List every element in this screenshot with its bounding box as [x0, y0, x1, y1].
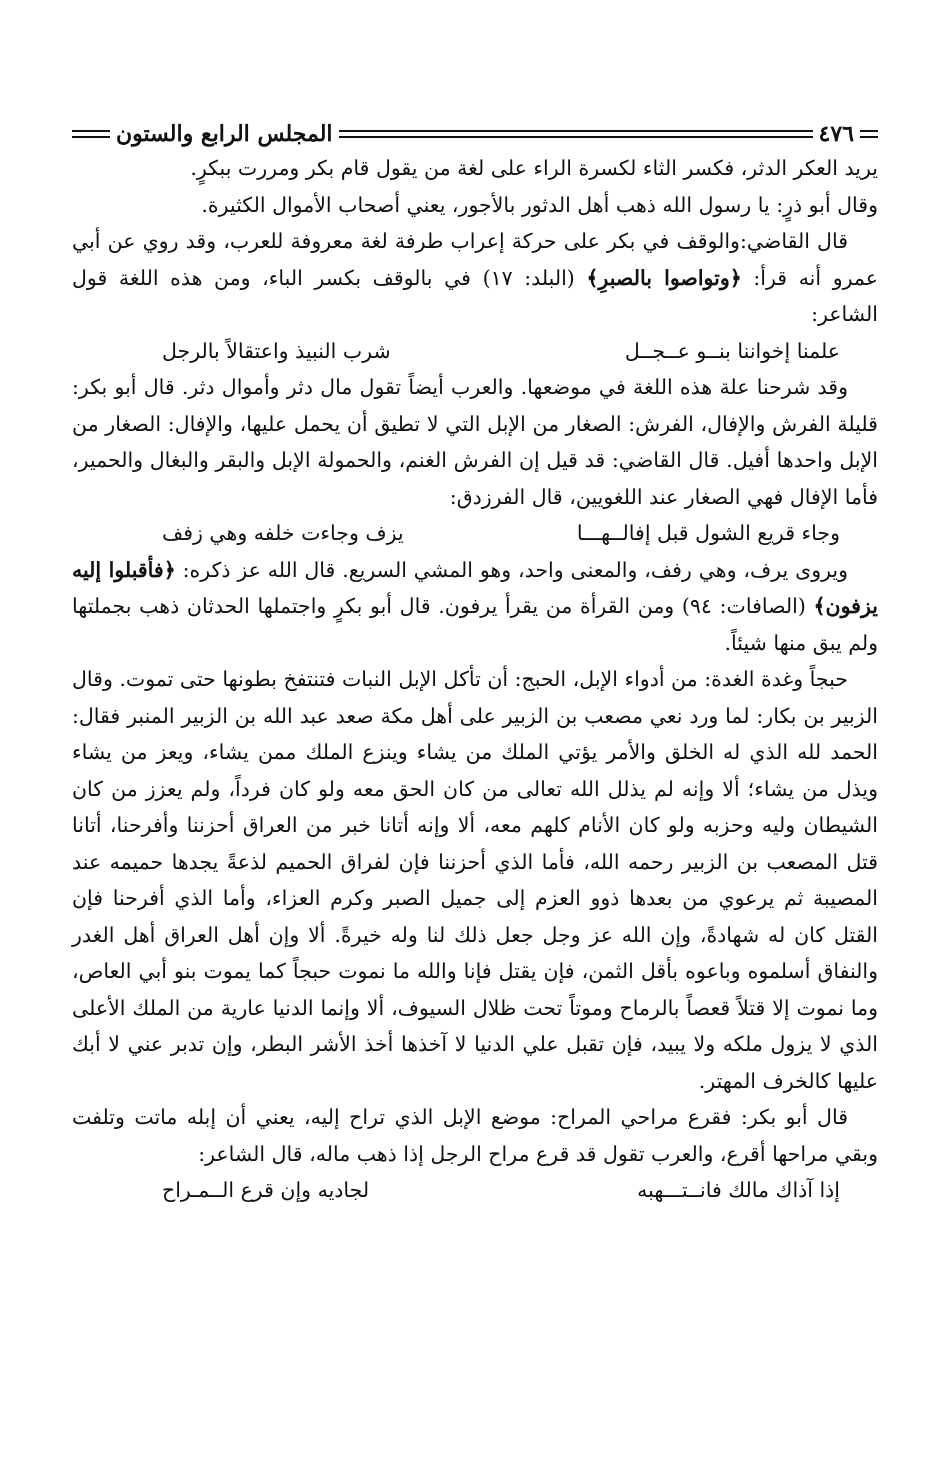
quran-verse: ﴿فأقبلوا إليه يزفون﴾ — [72, 557, 878, 618]
paragraph — [72, 552, 878, 662]
header-rule — [339, 130, 813, 138]
poem-verse — [72, 333, 878, 370]
quran-verse: ﴿وتواصوا بالصبرِ﴾ — [586, 265, 742, 290]
paragraph: وقال أبو ذرٍ: يا رسول الله ذهب أهل الدثور بالأجور، يعني أصحاب الأموال الكثيرة. — [201, 192, 878, 217]
poem-first-hemistich: وجاء قريع الشول قبل إفالــهـــا — [576, 521, 840, 545]
header-rule — [860, 130, 878, 138]
poem-second-hemistich: شرب النبيذ واعتقالاً بالرجل — [162, 338, 391, 363]
paragraph — [72, 223, 878, 333]
poem-second-hemistich: لجاديه وإن قرع الــمـراح — [162, 1178, 370, 1202]
paragraph-text: (البلد: ١٧) في بالوقف بكسر الباء، ومن هذه اللغة قول الشاعر: — [72, 265, 878, 326]
paragraph-text: (الصافات: ٩٤) ومن القرأة من يقرأ يرفون. قال أبو بكرٍ واجتملها الحدثان ذهب بجملتها ولم يبق منها شيئاً. — [72, 594, 878, 655]
poem-verse — [72, 515, 878, 552]
poem-verse — [72, 1172, 878, 1209]
paragraph: يريد العكر الدثر، فكسر الثاء لكسرة الراء على لغة من يقول قام بكر ومررت ببكرٍ. — [190, 156, 878, 180]
paragraph-text: ويروى يرف، وهي رفف، والمعنى واحد، وهو المشي السريع. قال الله عز ذكره: — [175, 557, 849, 582]
poem-first-hemistich: علمنا إخواننا بنــو عــجــل — [624, 338, 840, 363]
body-text — [72, 150, 878, 1209]
page-number: ٤٧٦ — [818, 121, 854, 147]
poem-first-hemistich: إذا آذاك مالك فانــتـــهبه — [637, 1178, 840, 1202]
chapter-title: المجلس الرابع والستون — [116, 121, 333, 147]
page — [72, 118, 878, 1209]
paragraph: قال أبو بكر: فقرع مراحي المراح: موضع الإبل الذي تراح إليه، يعني أن إبله ماتت وتلفت وبقي مراحها أقرع، والعرب تقول قد قرع مراح الرجل إذا ذهب ماله، قال الشاعر: — [72, 1105, 878, 1166]
header-rule — [72, 130, 110, 138]
paragraph-text: قال القاضي:والوقف في بكر على حركة إعراب طرفة لغة معروفة للعرب، وقد روي عن أبي عمرو أنه قرأ: — [72, 229, 878, 290]
poem-second-hemistich: يزف وجاءت خلفه وهي زفف — [162, 521, 404, 545]
running-header — [72, 118, 878, 150]
paragraph: حبجاً وغدة الغدة: من أدواء الإبل، الحبج: أن تأكل الإبل النبات فتنتفخ بطونها حتى تموت. وقال الزبير بن بكار: لما ورد نعي مصعب بن الزبير على أهل مكة صعد عبد الله بن الزبير المنبر فقال: الحمد لله الذي له الخلق والأمر يؤتي الملك من يشاء وينزع الملك ممن يشاء، ويعز من يشاء ويذل من يشاء؛ ألا وإنه لم يذلل الله تعالى من كان الحق معه ولو كان فرداً، ولم يعزز من كان الشيطان وليه وحزبه ولو كان الأنام كلهم معه، ألا وإنه أتانا خبر من العراق أحزننا وأفرحنا، أتانا قتل المصعب بن الزبير رحمه الله، فأما الذي أحزننا فإن لفراق الحميم لذعةً يجدها حميمه عند المصيبة ثم يرعوي من بعدها ذوو العزم إلى جميل الصبر وكرم العزاء، وأما الذي أفرحنا فإن القتل كان له شهادةً، وإن الله عز وجل جعل ذلك لنا وله خيرةً. ألا وإن أهل العراق أهل الغدر والنفاق أسلموه وباعوه بأقل الثمن، فإن يقتل فإنا والله ما نموت حبجاً كما يموت بنو أبي العاص، وما نموت إلا قتلاً قعصاً بالرماح وموتاً تحت ظلال السيوف، ألا وإنما الدنيا عارية من الملك الأعلى الذي لا يزول ملكه ولا يبيد، فإن تقبل علي الدنيا لا آخذها أخذ الأشر البطر، وإن تدبر عني لا أبك عليها كالخرف المهتر. — [72, 667, 878, 1093]
paragraph: وقد شرحنا علة هذه اللغة في موضعها. والعرب أيضاً تقول مال دثر وأموال دثر. قال أبو بكر: قليلة الفرش والإفال، الفرش: الصغار من الإبل التي لا تطيق أن يحمل عليها، والإفال: الصغار من الإبل واحدها أفيل. قال القاضي: قد قيل إن الفرش الغنم، والحمولة الإبل والبقر والبغال والحمير، فأما الإفال فهي الصغار عند اللغويين، قال الفرزدق: — [72, 375, 878, 509]
